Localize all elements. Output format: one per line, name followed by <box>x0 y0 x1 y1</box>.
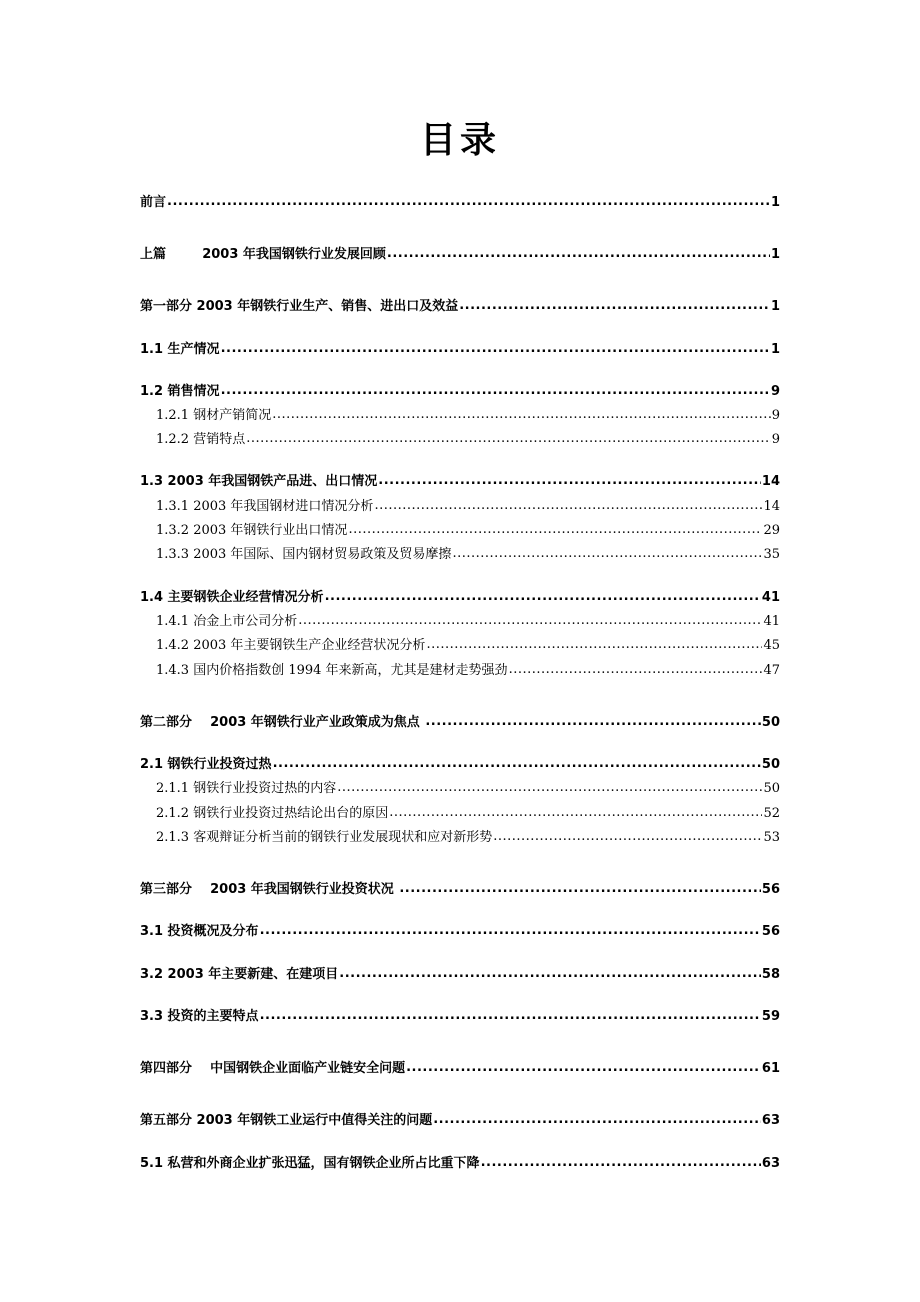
toc-entry-text: 5.1 私营和外商企业扩张迅猛，国有钢铁企业所占比重下降 <box>140 1156 480 1171</box>
toc-entry-part-1 <box>140 294 780 314</box>
toc-entry-page: 29 <box>763 523 780 538</box>
toc-entry-page: 58 <box>761 967 780 982</box>
toc-leader-dots <box>337 781 762 794</box>
toc-entry-page: 45 <box>763 638 780 653</box>
toc-entry-text: 第二部分 2003 年钢铁行业产业政策成为焦点 <box>140 715 425 730</box>
toc-leader-dots <box>493 830 762 843</box>
toc-entry-page: 61 <box>761 1061 780 1076</box>
toc-entry-text: 3.2 2003 年主要新建、在建项目 <box>140 967 339 982</box>
toc-entry-page: 14 <box>761 474 780 489</box>
toc-leader-dots <box>481 1156 761 1169</box>
toc-leader-dots <box>374 499 762 512</box>
toc-leader-dots <box>406 1061 761 1074</box>
toc-entry-part-2 <box>140 710 780 730</box>
toc-leader-dots <box>425 715 761 728</box>
toc-entry-text: 1.2.1 钢材产销简况 <box>156 408 272 423</box>
toc-leader-dots <box>387 247 770 260</box>
toc-entry-page: 59 <box>761 1009 780 1024</box>
toc-entry-3-1 <box>140 919 780 939</box>
toc-leader-dots <box>509 663 763 676</box>
toc-entry-text: 上篇 2003 年我国钢铁行业发展回顾 <box>140 247 386 262</box>
toc-entry-text: 1.4 主要钢铁企业经营情况分析 <box>140 590 324 605</box>
toc-leader-dots <box>459 299 770 312</box>
toc-entry-page: 47 <box>763 663 780 678</box>
toc-leader-dots <box>325 590 761 603</box>
toc-entry-part-5 <box>140 1108 780 1128</box>
toc-entry-page: 14 <box>763 499 780 514</box>
toc-entry-preface <box>140 190 780 210</box>
toc-entry-text: 2.1.2 钢铁行业投资过热结论出台的原因 <box>156 806 389 821</box>
toc-entry-text: 3.1 投资概况及分布 <box>140 924 259 939</box>
toc-entry-part-upper <box>140 242 780 262</box>
toc-leader-dots <box>272 408 771 421</box>
toc-leader-dots <box>298 614 762 627</box>
toc-leader-dots <box>167 195 770 208</box>
toc-entry-text: 2.1 钢铁行业投资过热 <box>140 757 272 772</box>
toc-entry-3-3 <box>140 1004 780 1024</box>
toc-entry-page: 52 <box>763 806 780 821</box>
toc-entry-page: 1 <box>770 247 780 262</box>
toc-entry-1-2-1 <box>156 403 780 423</box>
toc-entry-page: 53 <box>763 830 780 845</box>
toc-entry-page: 63 <box>761 1156 780 1171</box>
toc-entry-text: 1.2.2 营销特点 <box>156 432 246 447</box>
toc-entry-1-2-2 <box>156 427 780 447</box>
toc-leader-dots <box>260 1009 761 1022</box>
toc-entry-page: 50 <box>761 757 780 772</box>
toc-leader-dots <box>433 1113 761 1126</box>
toc-entry-2-1-2 <box>156 801 780 821</box>
toc-entry-text: 第四部分 中国钢铁企业面临产业链安全问题 <box>140 1061 406 1076</box>
toc-entry-page: 41 <box>763 614 780 629</box>
toc-entry-page: 1 <box>770 195 780 210</box>
toc-entry-page: 41 <box>761 590 780 605</box>
toc-entry-1-2 <box>140 379 780 399</box>
toc-entry-part-4 <box>140 1056 780 1076</box>
toc-entry-1-3-2 <box>156 518 780 538</box>
toc-entry-1-4 <box>140 585 780 605</box>
toc-leader-dots <box>378 474 761 487</box>
toc-entry-part-3 <box>140 877 780 897</box>
toc-entry-2-1-1 <box>156 776 780 796</box>
toc-entry-text: 2.1.1 钢铁行业投资过热的内容 <box>156 781 337 796</box>
toc-entry-text: 1.3.1 2003 年我国钢材进口情况分析 <box>156 499 374 514</box>
toc-entry-page: 56 <box>761 882 780 897</box>
toc-entry-text: 3.3 投资的主要特点 <box>140 1009 259 1024</box>
toc-entry-page: 9 <box>771 432 780 447</box>
toc-leader-dots <box>221 384 770 397</box>
toc-entry-1-1 <box>140 337 780 357</box>
toc-leader-dots <box>399 882 761 895</box>
toc-entry-2-1-3 <box>156 825 780 845</box>
toc-entry-text: 1.1 生产情况 <box>140 342 220 357</box>
toc-leader-dots <box>389 806 762 819</box>
toc-entry-3-2 <box>140 962 780 982</box>
toc-entry-text: 1.3.3 2003 年国际、国内钢材贸易政策及贸易摩擦 <box>156 547 452 562</box>
toc-entry-5-1 <box>140 1151 780 1171</box>
toc-entry-text: 第五部分 2003 年钢铁工业运行中值得关注的问题 <box>140 1113 433 1128</box>
toc-entry-page: 50 <box>761 715 780 730</box>
toc-entry-text: 第一部分 2003 年钢铁行业生产、销售、进出口及效益 <box>140 299 459 314</box>
toc-entry-page: 50 <box>763 781 780 796</box>
toc-entry-1-3-1 <box>156 494 780 514</box>
toc-entry-text: 1.4.2 2003 年主要钢铁生产企业经营状况分析 <box>156 638 426 653</box>
toc-leader-dots <box>426 638 762 651</box>
toc-entry-page: 63 <box>761 1113 780 1128</box>
toc-leader-dots <box>273 757 761 770</box>
toc-entry-page: 1 <box>770 342 780 357</box>
toc-entry-text: 1.3.2 2003 年钢铁行业出口情况 <box>156 523 348 538</box>
toc-entry-2-1 <box>140 752 780 772</box>
toc-entry-1-3 <box>140 469 780 489</box>
toc-entry-1-3-3 <box>156 542 780 562</box>
toc-entry-text: 前言 <box>140 195 167 210</box>
toc-entry-text: 2.1.3 客观辩证分析当前的钢铁行业发展现状和应对新形势 <box>156 830 493 845</box>
toc-entry-text: 1.3 2003 年我国钢铁产品进、出口情况 <box>140 474 378 489</box>
toc-entry-1-4-3 <box>156 658 780 678</box>
toc-leader-dots <box>260 924 761 937</box>
toc-leader-dots <box>348 523 762 536</box>
toc-leader-dots <box>452 547 762 560</box>
toc-leader-dots <box>246 432 771 445</box>
page-title: 目录 <box>419 120 500 161</box>
toc-entry-1-4-2 <box>156 633 780 653</box>
toc-entry-text: 1.2 销售情况 <box>140 384 220 399</box>
toc-entry-text: 1.4.1 冶金上市公司分析 <box>156 614 298 629</box>
toc-entry-page: 56 <box>761 924 780 939</box>
toc-entry-page: 1 <box>770 299 780 314</box>
toc-entry-page: 35 <box>763 547 780 562</box>
toc-leader-dots <box>339 967 761 980</box>
toc-leader-dots <box>221 342 770 355</box>
toc-entry-1-4-1 <box>156 609 780 629</box>
toc-entry-page: 9 <box>771 408 780 423</box>
toc-entry-text: 1.4.3 国内价格指数创 1994 年来新高，尤其是建材走势强劲 <box>156 663 508 678</box>
toc-entry-text: 第三部分 2003 年我国钢铁行业投资状况 <box>140 882 399 897</box>
toc-entry-page: 9 <box>770 384 780 399</box>
